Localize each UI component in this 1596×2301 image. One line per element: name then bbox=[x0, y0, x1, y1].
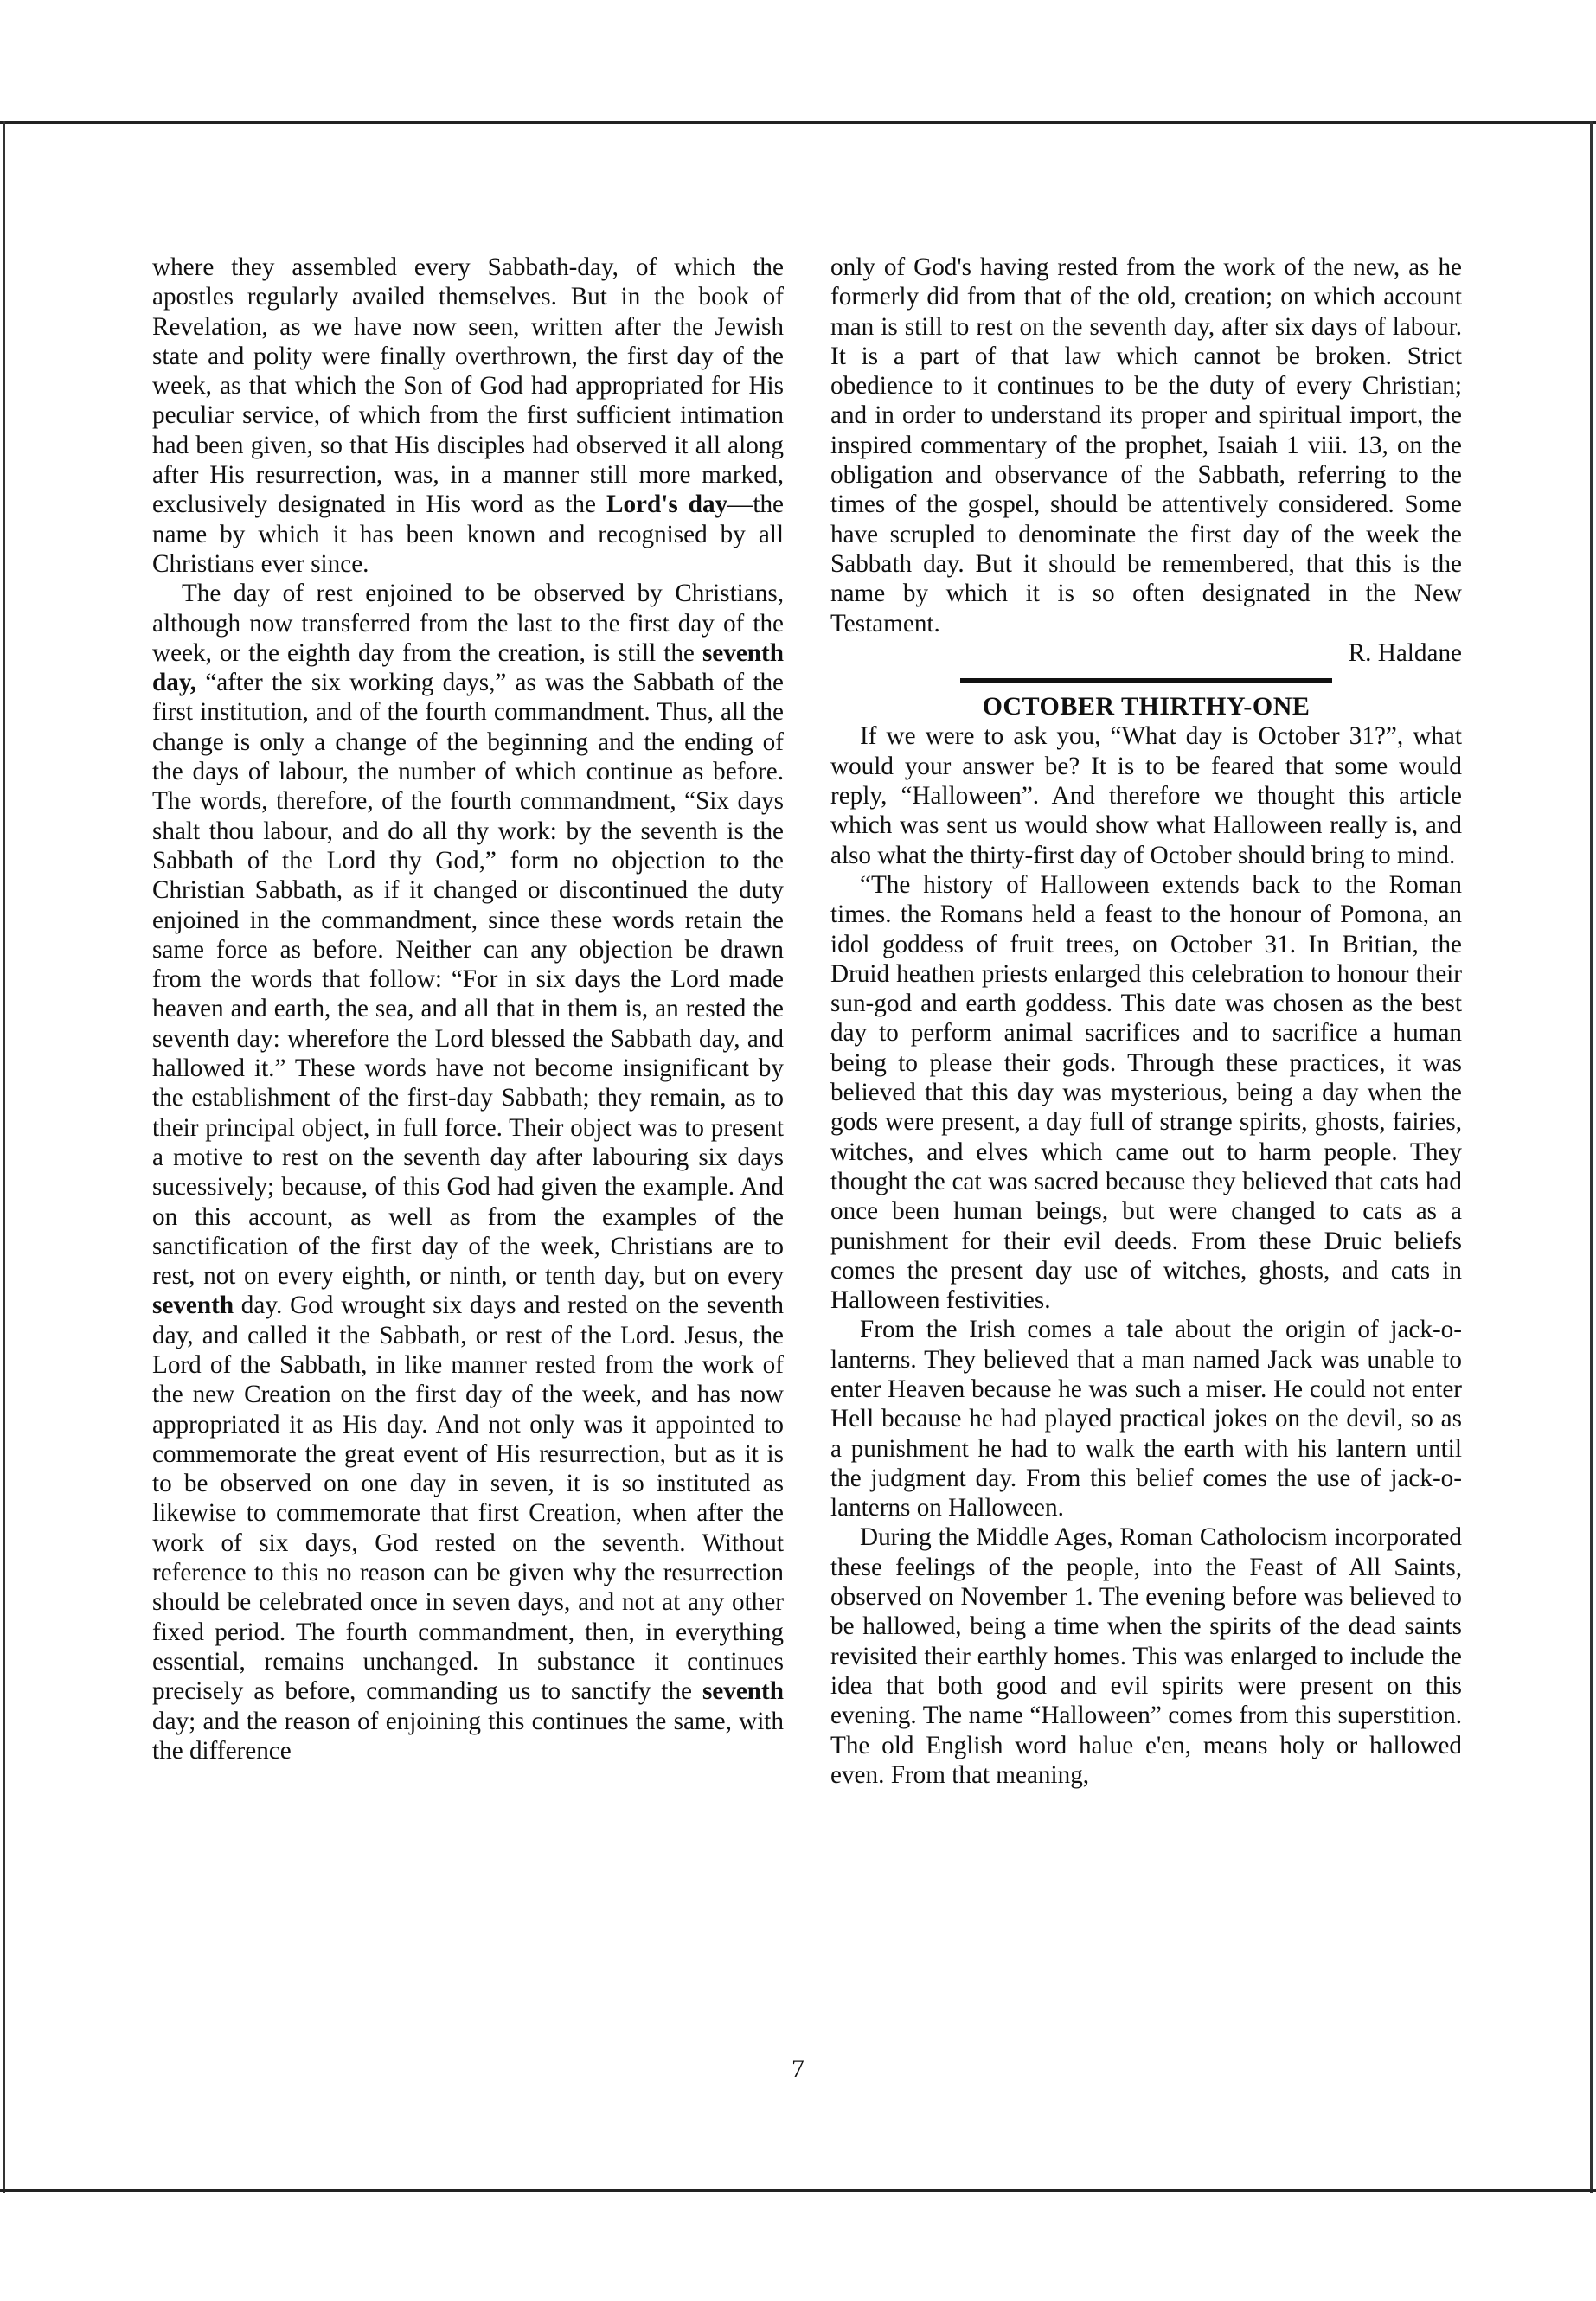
right-paragraph-2: If we were to ask you, “What day is October 31?”, what would your answer be? It is to be feared that some would reply, “Halloween”. And therefore we thought this article which was sent us would show what Halloween really is, and also what the thirty-first day of October should bring to mind. bbox=[830, 722, 1462, 869]
article-heading: OCTOBER THIRTHY-ONE bbox=[982, 692, 1311, 721]
right-paragraph-3: “The history of Halloween extends back to the Roman times. the Romans held a feast to the honour of Pomona, an idol goddess of fruit trees, on October 31. In Britian, the Druid heathen priests enlarged this celebration to honour their sun-god and earth goddess. This date was chosen as the best day to perform animal sacrifices and to sacrifice a human being to please their gods. Through these practices, it was believed that this day was mysterious, being a day when the gods were present, a day full of strange spirits, ghosts, fairies, witches, and elves which came out to harm people. They thought the cat was sacred because they believed that cats had once been human beings, but were changed to cats as a punishment for their evil deeds. From these Druic beliefs comes the present day use of witches, ghosts, and cats in Halloween festivities. bbox=[830, 870, 1462, 1315]
lords-day-bold: Lord's day bbox=[606, 490, 728, 519]
text-run: “after the six working days,” as was the Sabbath of the first institution, and of the fourth commandment. Thus, all the change is only a change of the beginning and the ending of the days of labour, the number of which continue as before. The words, therefore, of the fourth commandment, “Six days shalt thou labour, and do all thy work: by the seventh is the Sabbath of the Lord thy God,” form no objection to the Christian Sabbath, as if it changed or discontinued the duty enjoined in the commandment, since these words retain the same force as before. Neither can any objection be drawn from the words that follow: “For in six days the Lord made heaven and earth, the sea, and all that in them is, an rested the seventh day: wherefore the Lord blessed the Sabbath day, and hallowed it.” These words have not become insignificant by the establishment of the first-day Sabbath; they remain, as to their principal object, in full force. Their object was to present a motive to rest on the seventh day after labouring six days sucessively; because, of this God had given the example. And on this account, as well as from the examples of the sanctification of the first day of the week, Christians are to rest, not on every eighth, or ninth, or tenth day, but on every bbox=[152, 669, 784, 1291]
text-run: where they assembled every Sabbath-day, of which the apostles regularly availed themselves. But in the book of Revelation, as we have now seen, written after the Jewish state and polity were finally overthrown, the first day of the week, as that which the Son of God had appropriated for His peculiar service, of which from the first sufficient intimation had been given, so that His disciples had observed it all along after His resurrection, was, in a manner still more marked, exclusively designated in His word as the bbox=[152, 253, 784, 519]
left-paragraph-1 bbox=[152, 253, 784, 579]
divider-rule bbox=[960, 678, 1332, 683]
page-number: 7 bbox=[792, 2054, 804, 2083]
text-run: The day of rest enjoined to be observed by Christians, although now transferred from the last to the first day of the week, or the eighth day from the creation, is still the bbox=[152, 580, 784, 667]
seventh-bold: seventh bbox=[702, 1677, 784, 1706]
seventh-bold: seventh bbox=[152, 1292, 234, 1320]
text-run: day; and the reason of enjoining this continues the same, with the difference bbox=[152, 1707, 784, 1765]
seventh-day-bold: seventh day, bbox=[152, 638, 784, 697]
scan-border-top bbox=[0, 121, 1596, 124]
text-run: —the name by which it has been known and recognised by all Christians ever since. bbox=[152, 490, 785, 578]
right-paragraph-1: only of God's having rested from the work of the new, as he formerly did from that of the old, creation; on which account man is still to rest on the seventh day, after six days of labour. It is a part of that law which cannot be broken. Strict obedience to it continues to be the duty of every Christian; and in order to understand its proper and spiritual import, the inspired commentary of the prophet, Isaiah 1 viii. 13, on the obligation and observance of the Sabbath, referring to the times of the gospel, should be attentively considered. Some have scrupled to denominate the first day of the week the Sabbath day. But it should be remembered, that this is the name by which it is so often designated in the New Testament. bbox=[830, 253, 1462, 638]
left-column bbox=[152, 253, 784, 1766]
scan-border-left bbox=[3, 121, 5, 2193]
section-divider bbox=[830, 678, 1462, 683]
left-paragraph-2 bbox=[152, 579, 784, 1766]
text-run: day. God wrought six days and rested on the seventh day, and called it the Sabbath, or rest of the Lord. Jesus, the Lord of the Sabbath, in like manner rested from the work of the new Creation on the first day of the week, and has now appropriated it as His day. And not only was it appointed to commemorate the great event of His resurrection, but as it is to be observed on one day in seven, it is so instituted as likewise to commemorate that first Creation, when after the work of six days, God rested on the seventh. Without reference to this no reason can be given why the resurrection should be celebrated once in seven days, and not at any other fixed period. The fourth commandment, then, in everything essential, remains unchanged. In substance it continues precisely as before, commanding us to sanctify the bbox=[152, 1292, 784, 1706]
scan-border-right bbox=[1590, 121, 1593, 2193]
right-column bbox=[830, 253, 1462, 1790]
author-signature: R. Haldane bbox=[1348, 638, 1462, 667]
scan-border-bottom bbox=[0, 2189, 1596, 2192]
right-paragraph-4: From the Irish comes a tale about the origin of jack-o-lanterns. They believed that a man named Jack was unable to enter Heaven because he was such a miser. He could not enter Hell because he had played practical jokes on the devil, so as a punishment he had to walk the earth with his lantern until the judgment day. From this belief comes the use of jack-o-lanterns on Halloween. bbox=[830, 1316, 1462, 1522]
right-paragraph-5: During the Middle Ages, Roman Catholocism incorporated these feelings of the people, into the Feast of All Saints, observed on November 1. The evening before was believed to be hallowed, being a time when the spirits of the dead saints revisited their earthly homes. This was enlarged to include the idea that both good and evil spirits were present on this evening. The name “Halloween” comes from this superstition. The old English word halue e'en, means holy or hallowed even. From that meaning, bbox=[830, 1523, 1462, 1789]
